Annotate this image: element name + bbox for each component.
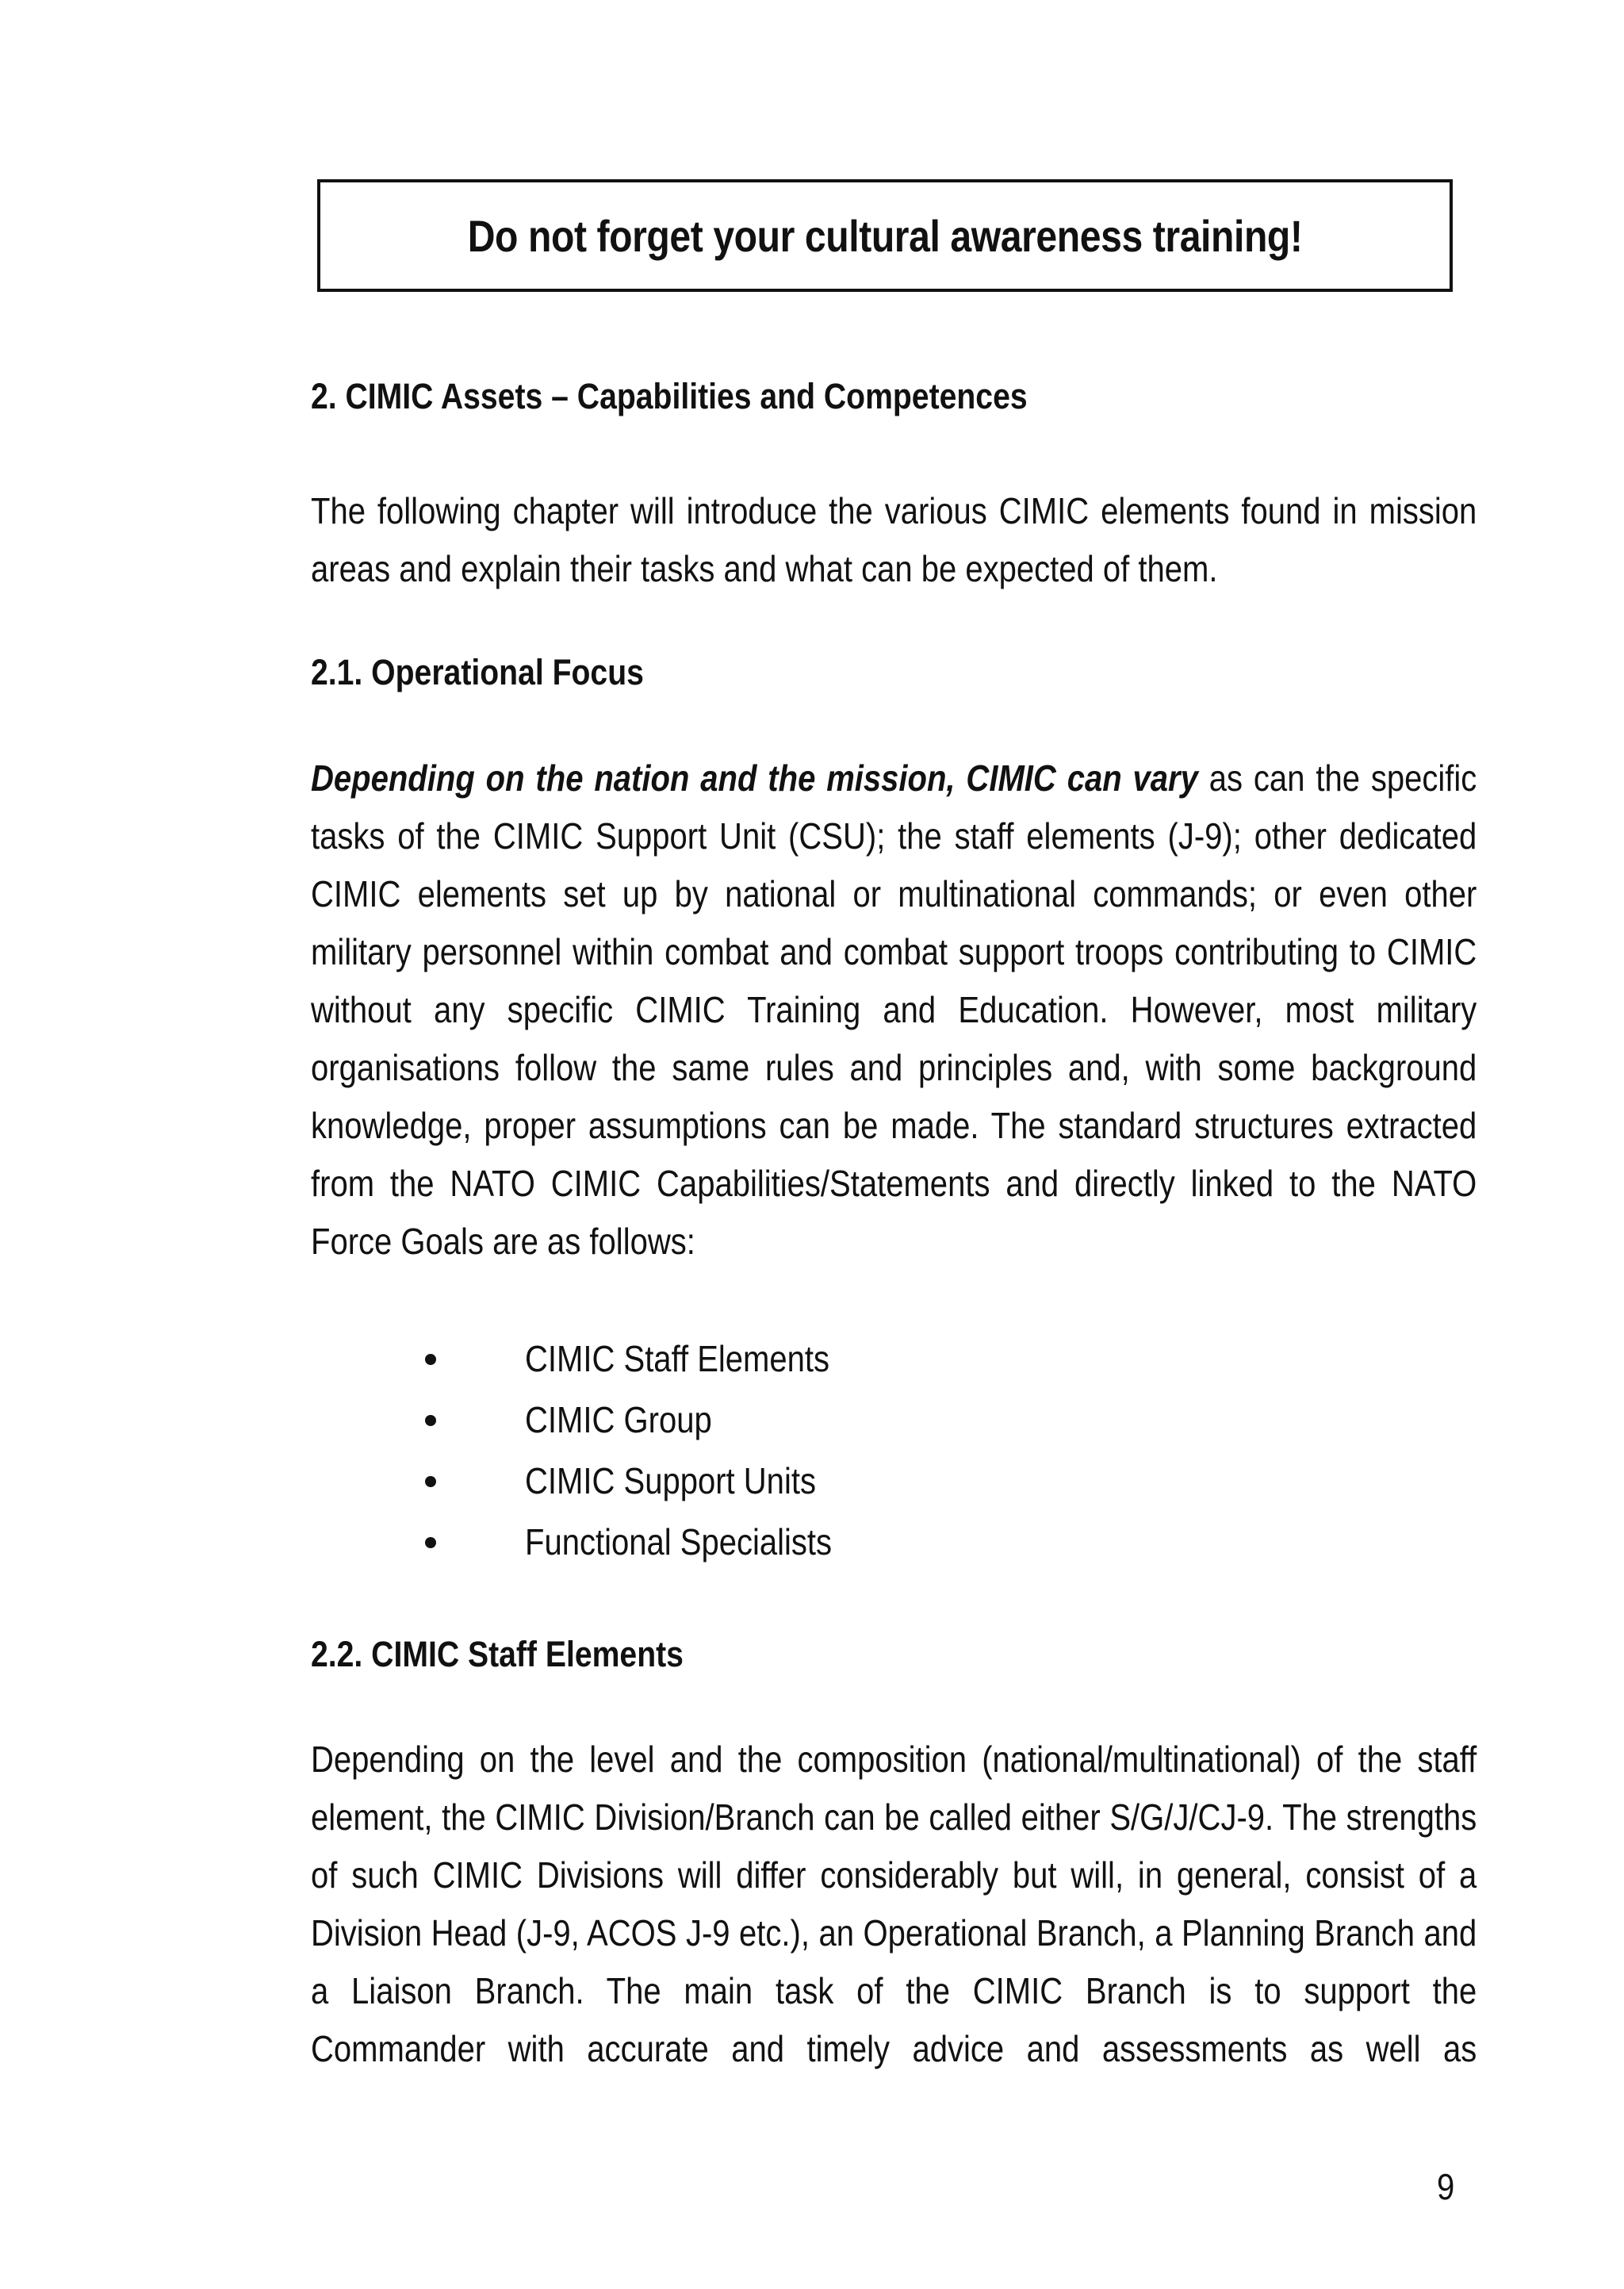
list-item <box>311 1451 1500 1512</box>
bullet-icon <box>425 1354 436 1365</box>
bullet-icon <box>425 1537 436 1548</box>
section-2-1-lead: Depending on the nation and the mission, CIMIC can vary <box>311 757 1198 799</box>
section-2-1-paragraph <box>311 750 1477 1271</box>
list-item <box>311 1512 1500 1573</box>
section-2-2-heading: 2.2. CIMIC Staff Elements <box>311 1634 684 1674</box>
section-2-heading: 2. CIMIC Assets – Capabilities and Competences <box>311 376 1028 416</box>
callout-box <box>317 179 1453 292</box>
list-item <box>311 1329 1500 1390</box>
list-item-label: CIMIC Group <box>525 1399 712 1440</box>
section-2-intro: The following chapter will introduce the various CIMIC elements found in mission areas and explain their tasks and what can be expected of them. <box>311 490 1477 589</box>
section-2-1-heading: 2.1. Operational Focus <box>311 652 644 692</box>
list-item-label: CIMIC Support Units <box>525 1460 816 1501</box>
bullet-icon <box>425 1415 436 1426</box>
callout-text: Do not forget your cultural awareness training! <box>467 210 1303 261</box>
section-2-2-paragraph: Depending on the level and the composition (national/multinational) of the staff element, the CIMIC Division/Branch can be called either S/G/J/CJ-9. The strengths of such CIMIC Divisions will differ considerably but will, in general, consist of a Division Head (J-9, ACOS J-9 etc.), an Operational Branch, a Planning Branch and a Liaison Branch. The main task of the CIMIC Branch is to support the Commander with accurate and timely advice and assessments as well as <box>311 1739 1477 2069</box>
page-number: 9 <box>1437 2166 1455 2207</box>
bullet-icon <box>425 1476 436 1487</box>
structures-list <box>311 1329 1500 1573</box>
list-item-label: Functional Specialists <box>525 1521 833 1562</box>
list-item <box>311 1390 1500 1451</box>
section-2-1-body: as can the specific tasks of the CIMIC Support Unit (CSU); the staff elements (J-9); other dedicated CIMIC elements set up by national or multinational commands; or even other military personnel within combat and combat support troops contributing to CIMIC without any specific CIMIC Training and Education. However, most military organisations follow the same rules and principles and, with some background knowledge, proper assumptions can be made. The standard structures extracted from the NATO CIMIC Capabilities/Statements and directly linked to the NATO Force Goals are as follows: <box>311 757 1477 1262</box>
list-item-label: CIMIC Staff Elements <box>525 1338 830 1379</box>
